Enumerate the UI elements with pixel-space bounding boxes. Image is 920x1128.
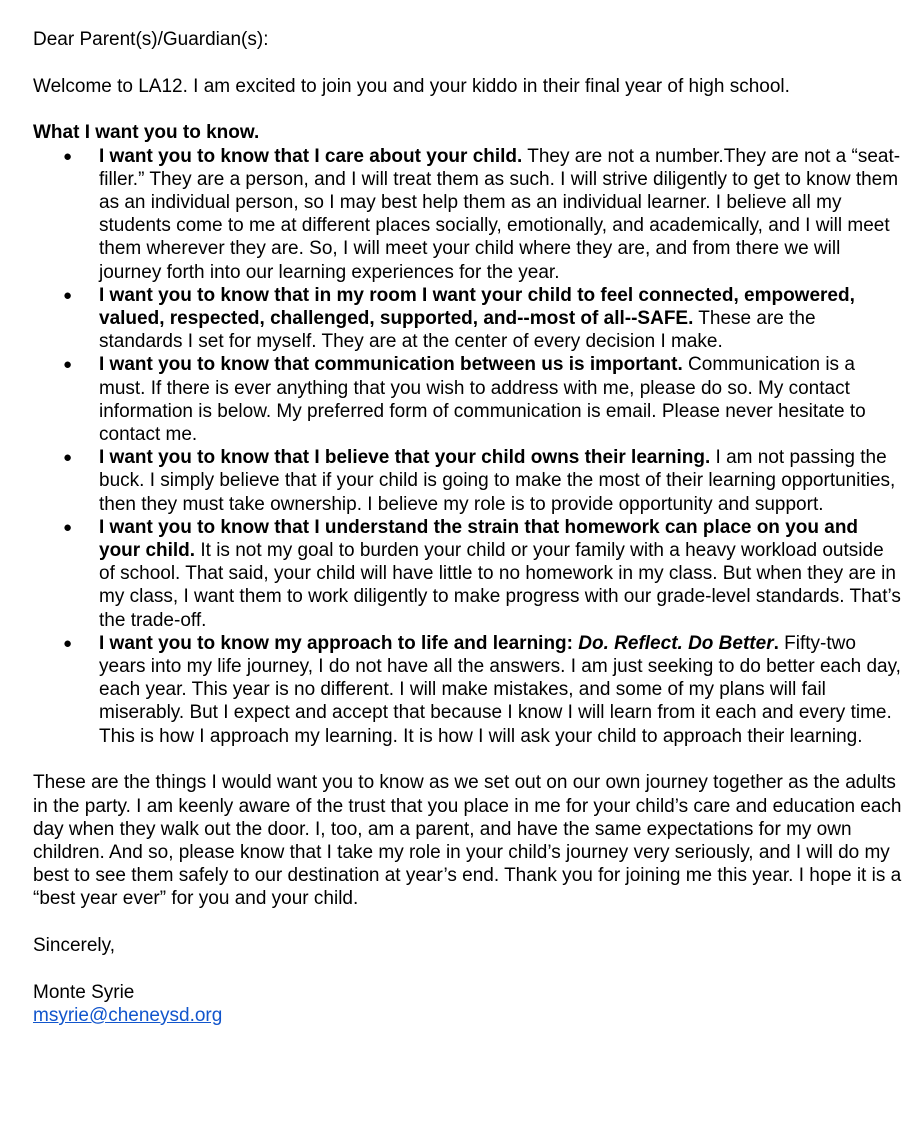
point-text: Fifty-two years into my life journey, I do not have all the answers. I am just seeking to do better each day, each year. This year is no different. I will make mistakes, and some of my plans will fail miserably. But I expect and accept that because I know I will learn from it each and every time. This is how I approach my learning. It is how I will ask your child to approach their learning. <box>99 632 901 747</box>
greeting: Dear Parent(s)/Guardian(s): <box>33 29 269 50</box>
point-text: These are the standards I set for myself. They are at the center of every decision I make. <box>99 308 816 353</box>
list-item <box>33 284 903 354</box>
bullet-icon: ● <box>63 449 73 467</box>
sign-off: Sincerely, <box>33 935 116 957</box>
bullet-icon: ● <box>63 634 73 652</box>
point-bold: I want you to know that communication between us is important. <box>99 354 683 376</box>
closing-paragraph: These are the things I would want you to know as we set out on our own journey together as the adults in the party. I am keenly aware of the trust that you place in me for your child’s care and education each day when they walk out the door. I, too, am a parent, and have the same expectations for my own children. And so, please know that I take my role in your child’s journey very seriously, and I will do my best to see them safely to our destination at year’s end. Thank you for joining me this year. I hope it is a “best year ever” for you and your child. <box>33 772 902 910</box>
point-bold: I want you to know that in my room I want your child to feel connected, empowered, valued, respected, challenged, supported, and--most of all--SAFE. <box>99 284 855 330</box>
list-item <box>33 516 903 632</box>
signature-name: Monte Syrie <box>33 981 135 1003</box>
bullet-icon: ● <box>63 147 73 165</box>
motto: Do. Reflect. Do Better <box>578 632 774 654</box>
email-link[interactable]: msyrie@cheneysd.org <box>33 1005 223 1027</box>
spacer <box>33 911 903 935</box>
point-bold: I want you to know that I understand the strain that homework can place on you and your child. <box>99 516 859 562</box>
section-heading: What I want you to know. <box>33 122 260 144</box>
intro-paragraph: Welcome to LA12. I am excited to join you and your kiddo in their final year of high school. <box>33 75 790 97</box>
point-text: They are not a number.They are not a “seat-filler.” They are a person, and I will treat them as such. I will strive diligently to get to know them as an individual person, so I may best help them as an individual learner. I believe all my students come to me at different places socially, emotionally, and academically, and I will meet them wherever they are. So, I will meet your child where they are, and from there we will journey forth into our learning experiences for the year. <box>99 145 901 283</box>
email-line <box>33 1004 903 1027</box>
point-text: Communication is a must. If there is ever anything that you wish to address with me, please do so. My contact information is below. My preferred form of communication is email. Please never hesitate to contact me. <box>99 354 866 446</box>
list-item <box>33 446 903 516</box>
points-list <box>33 145 903 748</box>
spacer <box>33 98 903 122</box>
spacer <box>33 51 903 75</box>
point-bold: I want you to know that I believe that your child owns their learning. <box>99 447 711 469</box>
point-text: I am not passing the buck. I simply believe that if your child is going to make the most of their learning opportunities, then they must take ownership. I believe my role is to provide opportunity and support. <box>99 447 896 515</box>
spacer <box>33 748 903 772</box>
bullet-icon: ● <box>63 286 73 304</box>
list-item <box>33 145 903 284</box>
point-text: It is not my goal to burden your child or your family with a heavy workload outside of school. That said, your child will have little to no homework in my class. But when they are in my class, I want them to work diligently to make progress with our grade-level standards. That’s the trade-off. <box>99 540 901 631</box>
letter <box>33 28 903 1027</box>
point-bold: I want you to know my approach to life and learning: <box>99 632 579 654</box>
point-bold-end: . <box>773 632 779 654</box>
point-bold: I want you to know that I care about your child. <box>99 145 523 167</box>
list-item <box>33 632 903 748</box>
list-item <box>33 353 903 446</box>
spacer <box>33 957 903 981</box>
bullet-icon: ● <box>63 518 73 536</box>
bullet-icon: ● <box>63 356 73 374</box>
